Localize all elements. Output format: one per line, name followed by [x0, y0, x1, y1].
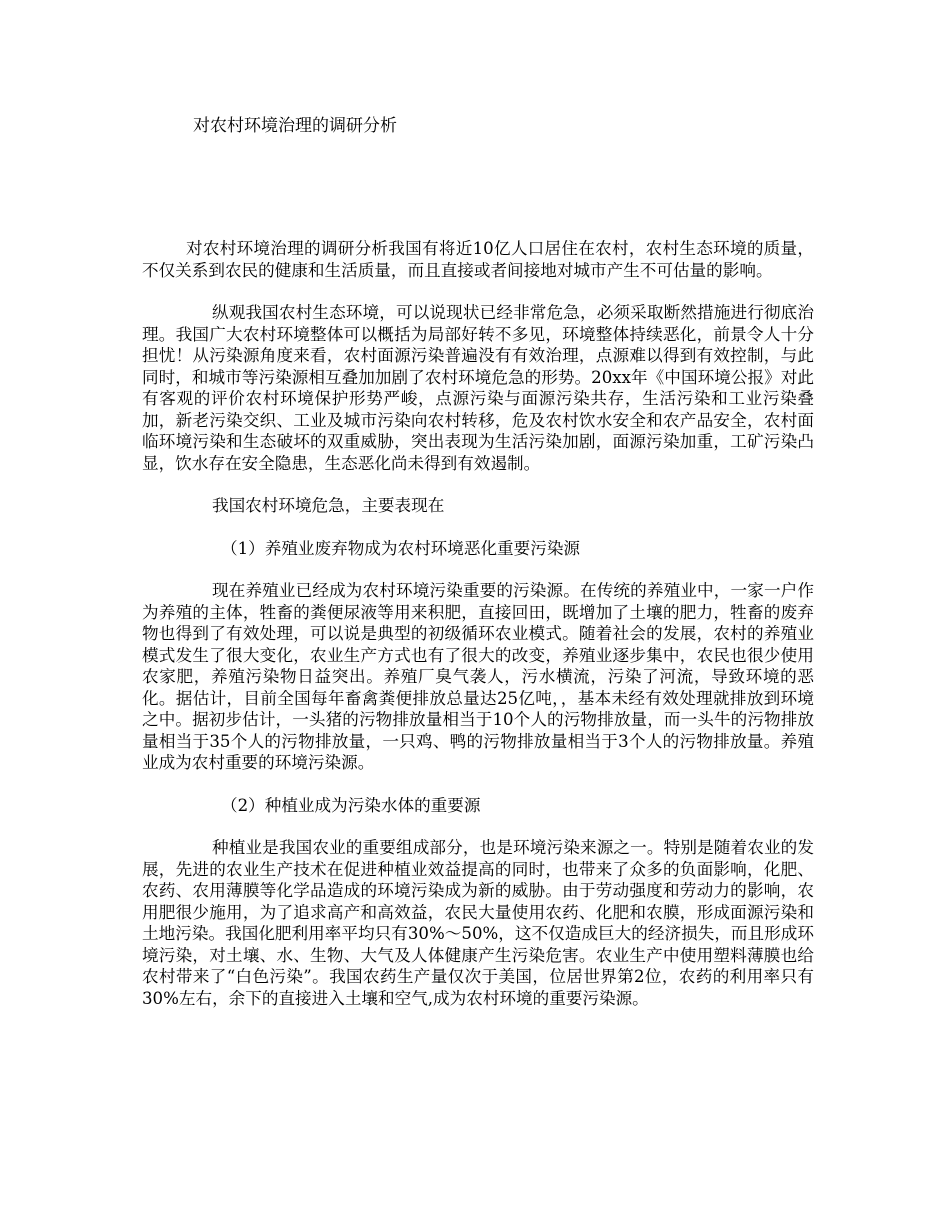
- document-body: [142, 238, 814, 1030]
- paragraph-overview: 纵观我国农村生态环境，可以说现状已经非常危急，必须采取断然措施进行彻底治理。我国广大农村环境整体可以概括为局部好转不多见，环境整体持续恶化，前景令人十分担忧！从污染源角度来看，农村面源污染普遍没有有效治理，点源难以得到有效控制，与此同时，和城市等污染源相互叠加加剧了农村环境危急的形势。20xx年《中国环境公报》对此有客观的评价农村环境保护形势严峻，点源污染与面源污染共存，生活污染和工业污染叠加，新老污染交织、工业及城市污染向农村转移，危及农村饮水安全和农产品安全，农村面临环境污染和生态破坏的双重威胁，突出表现为生活污染加剧，面源污染加重，工矿污染凸显，饮水存在安全隐患，生态恶化尚未得到有效遏制。: [142, 303, 814, 473]
- paragraph-livestock: 现在养殖业已经成为农村环境污染重要的污染源。在传统的养殖业中，一家一户作为养殖的主体，牲畜的粪便尿液等用来积肥，直接回田，既增加了土壤的肥力，牲畜的废弃物也得到了有效处理，可以说是典型的初级循环农业模式。随着社会的发展，农村的养殖业模式发生了很大变化，农业生产方式也有了很大的改变，养殖业逐步集中，农民也很少使用农家肥，养殖污染物日益突出。养殖厂臭气袭人，污水横流，污染了河流，导致环境的恶化。据估计，目前全国每年畜禽粪便排放总量达25亿吨，，基本未经有效处理就排放到环境之中。据初步估计，一头猪的污物排放量相当于10个人的污物排放量，而一头牛的污物排放量相当于35个人的污物排放量，一只鸡、鸭的污物排放量相当于3个人的污物排放量。养殖业成为农村重要的环境污染源。: [142, 581, 814, 772]
- paragraph-intro: 对农村环境治理的调研分析我国有将近10亿人口居住在农村，农村生态环境的质量，不仅关系到农民的健康和生活质量，而且直接或者间接地对城市产生不可估量的影响。: [142, 239, 814, 280]
- paragraph-planting: 种植业是我国农业的重要组成部分，也是环境污染来源之一。特别是随着农业的发展，先进的农业生产技术在促进种植业效益提高的同时，也带来了众多的负面影响，化肥、农药、农用薄膜等化学品造成的环境污染成为新的威胁。由于劳动强度和劳动力的影响，农用肥很少施用，为了追求高产和高效益，农民大量使用农药、化肥和农膜，形成面源污染和土地污染。我国化肥利用率平均只有30%～50%，这不仅造成巨大的经济损失，而且形成环境污染，对土壤、水、生物、大气及人体健康产生污染危害。农业生产中使用塑料薄膜也给农村带来了“白色污染”。我国农药生产量仅次于美国，位居世界第2位，农药的利用率只有30%左右，余下的直接进入土壤和空气,成为农村环境的重要污染源。: [142, 838, 814, 1008]
- section-heading-planting: （2）种植业成为污染水体的重要源: [221, 795, 481, 815]
- section-heading-livestock: （1）养殖业废弃物成为农村环境恶化重要污染源: [221, 538, 581, 558]
- document-title: 对农村环境治理的调研分析: [193, 116, 397, 136]
- paragraph-lead-in: 我国农村环境危急，主要表现在: [212, 496, 445, 515]
